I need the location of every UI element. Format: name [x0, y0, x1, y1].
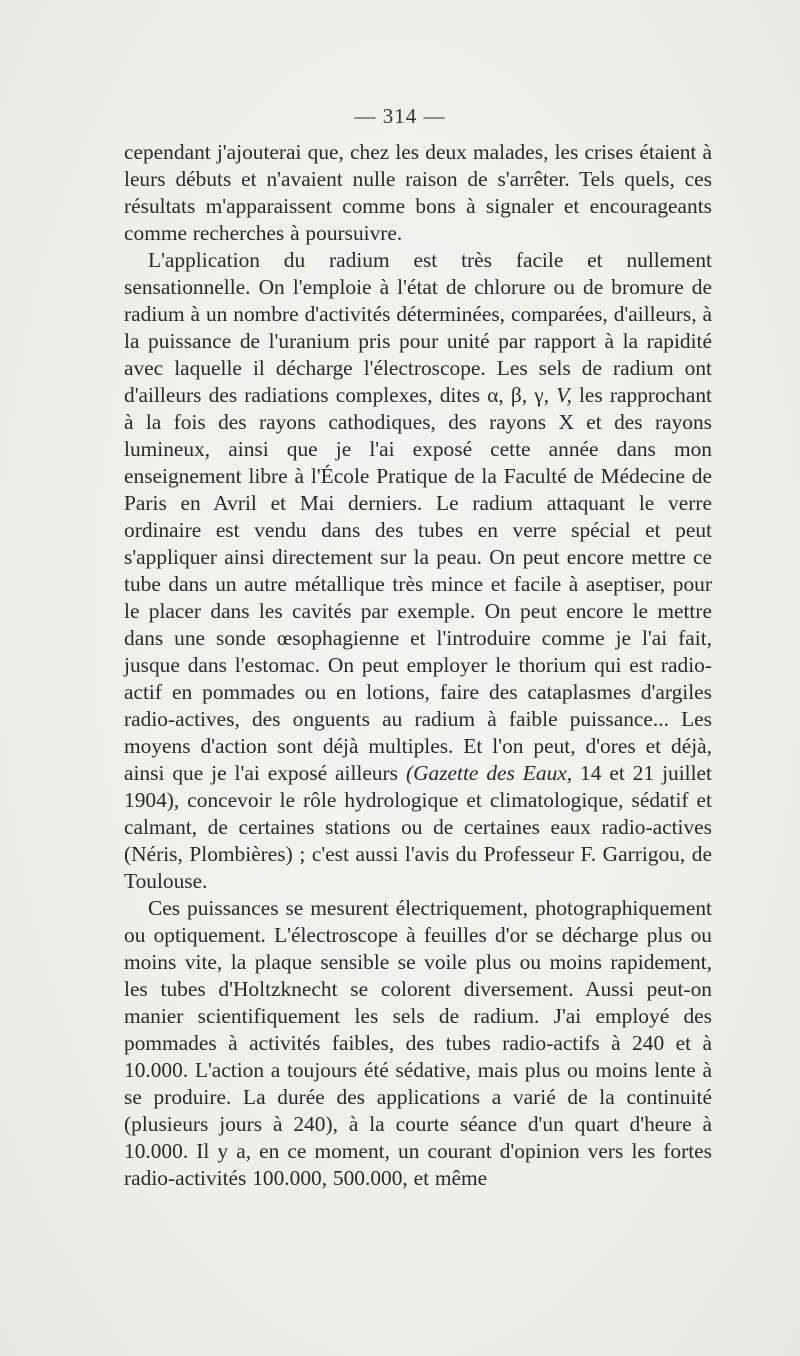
body-text — [124, 139, 712, 1192]
paragraph-2-text-middle: les rapprochant à la fois des rayons cathodiques, des rayons X et des rayons lumineux, ainsi que je l'ai exposé cette année dans mon enseignement libre à l'École Pratique de la Faculté de Médecine de Paris en Avril et Mai derniers. Le radium attaquant le verre ordinaire est vendu dans des tubes en verre spécial et peut s'appliquer ainsi directement sur la peau. On peut encore mettre ce tube dans un autre métallique très mince et facile à aseptiser, pour le placer dans les cavités par exemple. On peut encore le mettre dans une sonde œsophagienne et l'introduire comme je l'ai fait, jusque dans l'estomac. On peut employer le thorium qui est radio-actif en pommades ou en lotions, faire des cataplasmes d'argiles radio-actives, des onguents au radium à faible puissance... Les moyens d'action sont déjà multiples. Et l'on peut, d'ores et déjà, ainsi que je l'ai exposé ailleurs — [124, 383, 713, 785]
italic-radiation-letter: V, — [556, 383, 572, 407]
paragraph-1: cependant j'ajouterai que, chez les deux malades, les crises étaient à leurs débuts et n'avaient nulle raison de s'arrêter. Tels quels, ces résultats m'apparaissent comme bons à signaler et encourageants comme recherches à poursuivre. — [124, 140, 712, 245]
journal-reference: (Gazette des Eaux, — [405, 761, 573, 785]
page-number: — 314 — — [354, 104, 446, 128]
paragraph-2-text-before: L'application du radium est très facile et nullement sensationnelle. On l'emploie à l'état de chlorure ou de bromure de radium à un nombre d'activités déterminées, comparées, d'ailleurs, à la puissance de l'uranium pris pour unité par rapport à la rapidité avec laquelle il décharge l'électroscope. Les sels de radium ont d'ailleurs des radiations complexes, dites α, β, γ, — [124, 248, 712, 407]
paragraph-2 — [124, 247, 712, 895]
paragraph-2-text-after: 14 et 21 juillet 1904), concevoir le rôle hydrologique et climatologique, sédatif et calmant, de certaines stations ou de certaines eaux radio-actives (Néris, Plombières) ; c'est aussi l'avis du Professeur F. Garrigou, de Toulouse. — [124, 761, 712, 893]
paragraph-3: Ces puissances se mesurent électriquement, photographiquement ou optiquement. L'électroscope à feuilles d'or se décharge plus ou moins vite, la plaque sensible se voile plus ou moins rapidement, les tubes d'Holtzknecht se colorent diversement. Aussi peut-on manier scientifiquement les sels de radium. J'ai employé des pommades à activités faibles, des tubes radio-actifs à 240 et à 10.000. L'action a toujours été sédative, mais plus ou moins lente à se produire. La durée des applications a varié de la continuité (plusieurs jours à 240), à la courte séance d'un quart d'heure à 10.000. Il y a, en ce moment, un courant d'opinion vers les fortes radio-activités 100.000, 500.000, et même — [124, 896, 712, 1190]
